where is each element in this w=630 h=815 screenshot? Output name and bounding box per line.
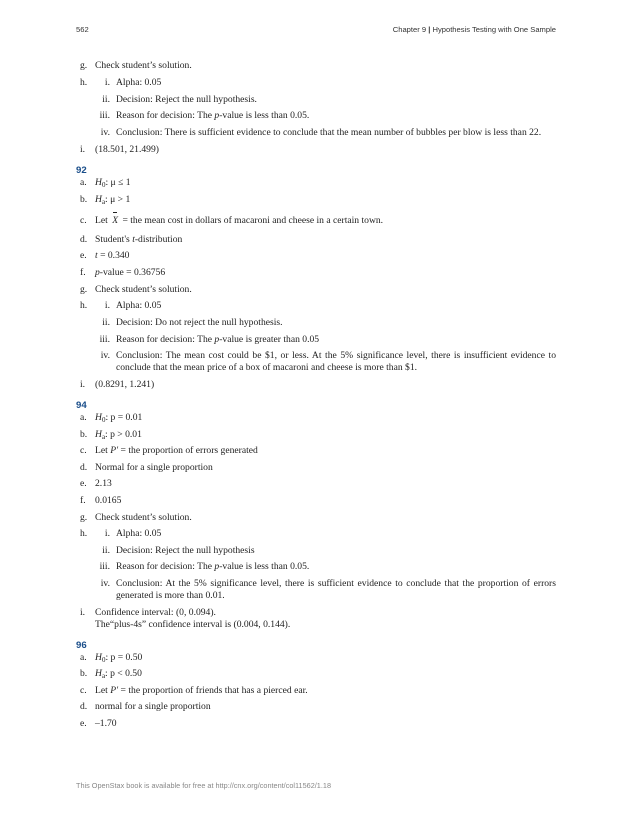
footer-note[interactable]: This OpenStax book is available for free at http://cnx.org/content/col11562/1.18 bbox=[76, 781, 332, 790]
question-number-94: 94 bbox=[76, 400, 87, 411]
chapter-title: Hypothesis Testing with One Sample bbox=[432, 25, 556, 34]
chapter-label: Chapter 9 bbox=[392, 25, 427, 34]
header-separator: | bbox=[428, 25, 431, 34]
running-header bbox=[393, 25, 556, 34]
question-number-92: 92 bbox=[76, 165, 87, 176]
page-number: 562 bbox=[76, 25, 89, 34]
x-bar-symbol: X bbox=[112, 215, 119, 226]
question-number-96: 96 bbox=[76, 640, 87, 651]
